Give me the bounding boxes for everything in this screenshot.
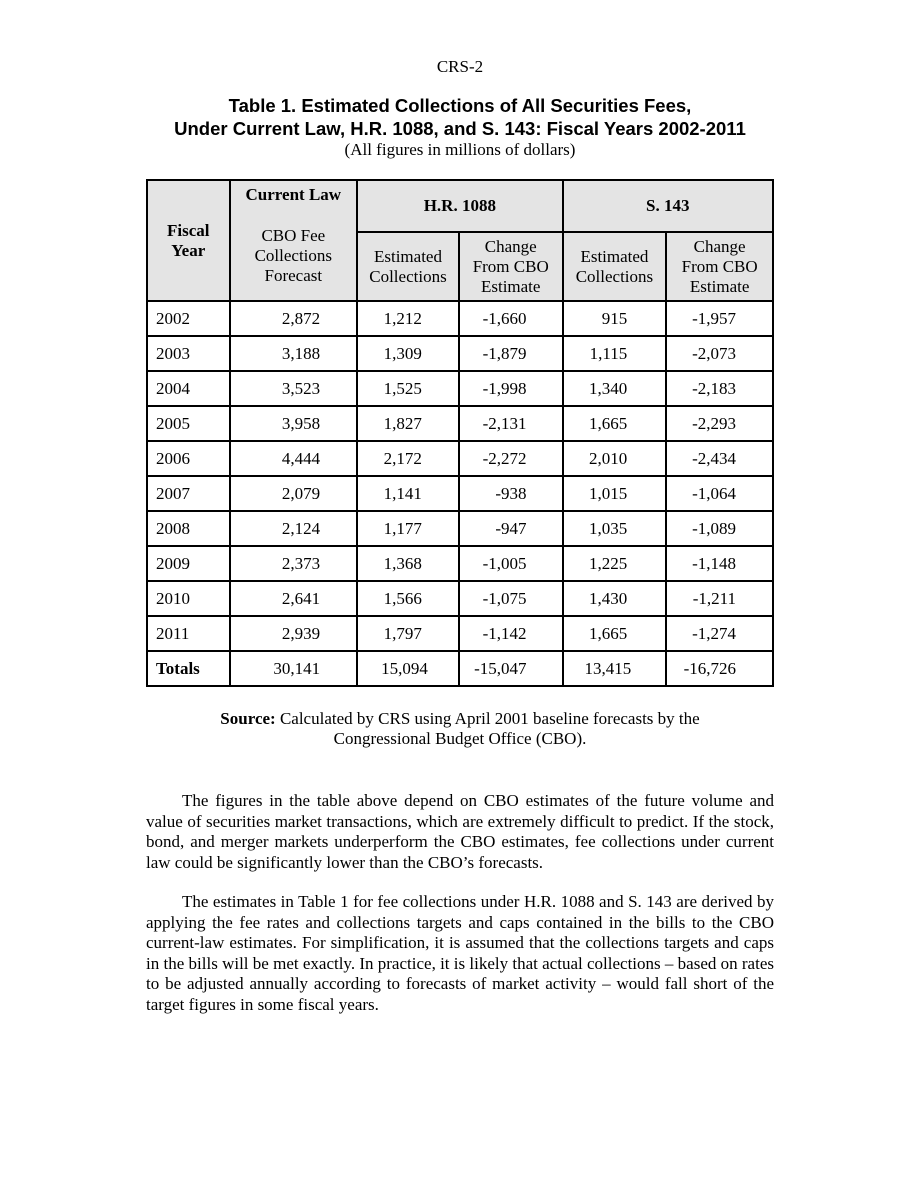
cell-s-chg: -2,434 [666,441,773,476]
cell-s-est: 915 [563,301,667,336]
cell-s-chg: -2,293 [666,406,773,441]
cell-current: 3,523 [230,371,358,406]
cell-hr-est: 1,177 [357,511,459,546]
cell-s-chg: -1,957 [666,301,773,336]
cell-year: 2009 [147,546,230,581]
cell-s-chg: -1,064 [666,476,773,511]
cell-hr-est: 1,566 [357,581,459,616]
cell-s-est: 1,430 [563,581,667,616]
cell-hr-est: 1,827 [357,406,459,441]
cell-hr-chg: -1,660 [459,301,563,336]
header-cbo-forecast: CBO Fee Collections Forecast [254,226,333,285]
cell-s-chg: -1,211 [666,581,773,616]
header-s143: S. 143 [563,180,773,232]
source-note [146,709,774,749]
table-title-line-1: Table 1. Estimated Collections of All Securities Fees, [228,95,692,116]
cell-hr-chg: -15,047 [459,651,563,686]
table-title [0,94,920,140]
header-s-change: Change From CBO Estimate [666,232,773,301]
totals-row [147,651,773,686]
cell-current: 3,958 [230,406,358,441]
table-row [147,371,773,406]
table-row [147,336,773,371]
table-row [147,511,773,546]
table-row [147,546,773,581]
cell-hr-chg: -947 [459,511,563,546]
cell-hr-chg: -1,998 [459,371,563,406]
body-paragraph-2: The estimates in Table 1 for fee collections under H.R. 1088 and S. 143 are derived by applying the fee rates and collections targets and caps contained in the bills to the CBO current-law estimates. For simplification, it is assumed that the collections targets and caps in the bills will be met exactly. In practice, it is likely that actual collections – based on rates to be adjusted annually according to forecasts of market activity – would fall short of the target figures in some fiscal years. [146,892,774,1014]
page-number: CRS-2 [436,57,484,76]
cell-current: 2,079 [230,476,358,511]
table-row [147,301,773,336]
cell-year: 2006 [147,441,230,476]
header-current-law [230,180,358,301]
cell-year: 2007 [147,476,230,511]
cell-s-chg: -16,726 [666,651,773,686]
cell-s-est: 2,010 [563,441,667,476]
cell-current: 3,188 [230,336,358,371]
header-current-law-label: Current Law [245,185,342,204]
cell-hr-est: 1,309 [357,336,459,371]
cell-hr-est: 1,141 [357,476,459,511]
source-line-1: Calculated by CRS using April 2001 baseline forecasts by the [279,709,700,728]
cell-year: 2011 [147,616,230,651]
cell-year: 2008 [147,511,230,546]
table-row [147,476,773,511]
source-label: Source: [220,709,276,728]
cell-s-est: 1,225 [563,546,667,581]
cell-hr-chg: -1,075 [459,581,563,616]
table-subtitle: (All figures in millions of dollars) [344,140,576,159]
cell-hr-chg: -1,879 [459,336,563,371]
cell-hr-est: 2,172 [357,441,459,476]
cell-hr-est: 1,368 [357,546,459,581]
cell-s-est: 1,115 [563,336,667,371]
cell-year: 2003 [147,336,230,371]
cell-hr-est: 1,212 [357,301,459,336]
cell-hr-chg: -1,005 [459,546,563,581]
header-s-estimated: Estimated Collections [563,232,667,301]
cell-s-est: 1,015 [563,476,667,511]
cell-s-chg: -1,148 [666,546,773,581]
header-hr-estimated: Estimated Collections [357,232,459,301]
source-line-2: Congressional Budget Office (CBO). [333,729,587,748]
table-title-line-2: Under Current Law, H.R. 1088, and S. 143: Fiscal Years 2002-2011 [174,118,746,139]
cell-current: 2,124 [230,511,358,546]
fees-table [146,179,774,687]
cell-totals-label: Totals [147,651,230,686]
cell-current: 2,939 [230,616,358,651]
cell-hr-est: 15,094 [357,651,459,686]
cell-hr-chg: -1,142 [459,616,563,651]
cell-s-est: 13,415 [563,651,667,686]
table-row [147,616,773,651]
cell-s-est: 1,340 [563,371,667,406]
cell-year: 2004 [147,371,230,406]
cell-s-chg: -2,183 [666,371,773,406]
cell-current: 4,444 [230,441,358,476]
cell-hr-chg: -938 [459,476,563,511]
cell-hr-chg: -2,272 [459,441,563,476]
cell-year: 2005 [147,406,230,441]
cell-s-chg: -1,274 [666,616,773,651]
cell-hr-est: 1,525 [357,371,459,406]
cell-s-est: 1,665 [563,406,667,441]
table-row [147,406,773,441]
cell-hr-est: 1,797 [357,616,459,651]
header-fiscal-year: Fiscal Year [147,180,230,301]
cell-current: 2,641 [230,581,358,616]
table-row [147,441,773,476]
header-hr1088: H.R. 1088 [357,180,562,232]
cell-year: 2002 [147,301,230,336]
cell-current: 2,872 [230,301,358,336]
cell-hr-chg: -2,131 [459,406,563,441]
header-hr-change: Change From CBO Estimate [459,232,563,301]
cell-current: 30,141 [230,651,358,686]
body-paragraph-1: The figures in the table above depend on CBO estimates of the future volume and value of securities market transactions, which are extremely difficult to predict. If the stock, bond, and merger markets underperform the CBO estimates, fee collections under current law could be significantly lower than the CBO’s forecasts. [146,791,774,872]
cell-s-est: 1,665 [563,616,667,651]
cell-s-est: 1,035 [563,511,667,546]
cell-s-chg: -2,073 [666,336,773,371]
cell-year: 2010 [147,581,230,616]
cell-current: 2,373 [230,546,358,581]
cell-s-chg: -1,089 [666,511,773,546]
table-row [147,581,773,616]
